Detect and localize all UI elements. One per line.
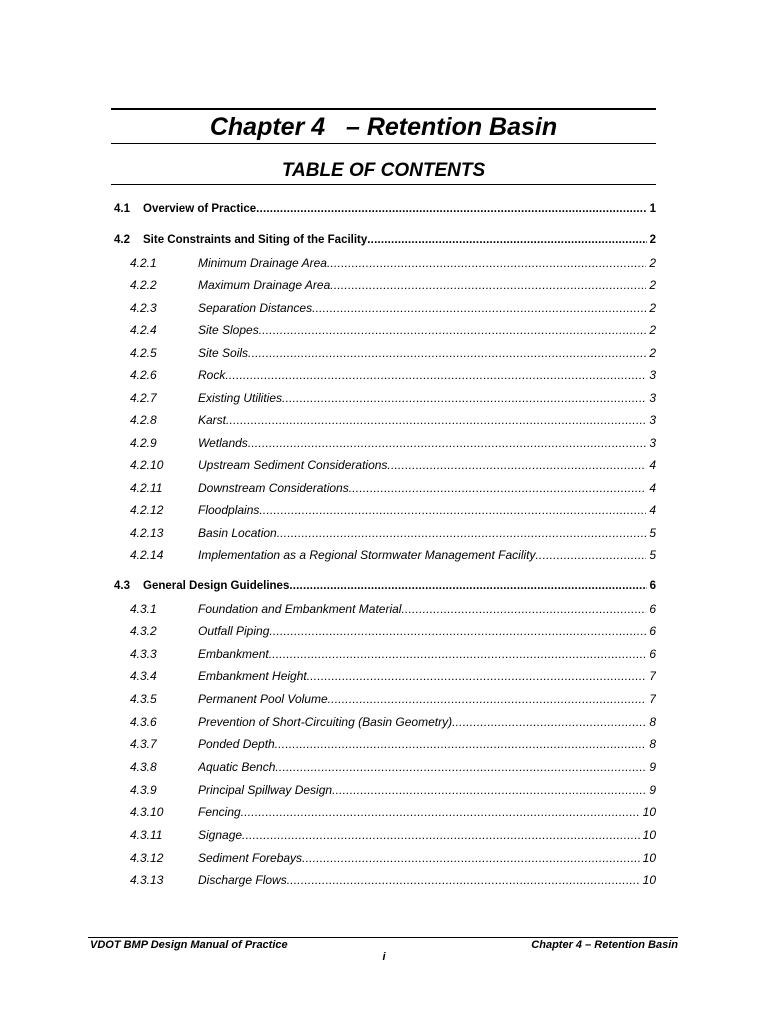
toc-entry-page: 2: [649, 323, 656, 337]
toc-entry-line: [198, 781, 656, 799]
toc-entry-page: 2: [649, 278, 656, 292]
footer-page-number: i: [382, 951, 386, 963]
toc-subsection-entry[interactable]: [0, 344, 768, 362]
toc-entry-page: 9: [649, 760, 656, 774]
toc-dot-leader: [307, 667, 647, 685]
toc-entry-number: 4.3.6: [130, 715, 157, 729]
toc-entry-number: 4.2.8: [130, 413, 157, 427]
toc-entry-label: Rock: [198, 368, 226, 382]
toc-entry-page: 2: [649, 301, 656, 315]
toc-entry-number: 4.3.8: [130, 760, 157, 774]
toc-entry-page: 3: [649, 413, 656, 427]
toc-entry-line: [198, 434, 656, 452]
toc-entry-label: Ponded Depth: [198, 737, 275, 751]
toc-entry-page: 2: [649, 346, 656, 360]
toc-entry-label: Discharge Flows: [198, 873, 287, 887]
toc-entry-line: [198, 254, 656, 272]
toc-entry-label: Prevention of Short-Circuiting (Basin Geometry): [198, 715, 453, 729]
toc-entry-line: [198, 321, 656, 339]
toc-entry-label: Site Slopes: [198, 323, 259, 337]
toc-dot-leader: [275, 758, 646, 776]
toc-entry-label: Upstream Sediment Considerations: [198, 458, 388, 472]
toc-entry-number: 4.1: [114, 203, 130, 215]
toc-entry-label: Foundation and Embankment Material: [198, 602, 402, 616]
toc-entry-number: 4.3.1: [130, 602, 157, 616]
toc-entry-number: 4.2: [114, 234, 130, 246]
toc-subsection-entry[interactable]: [0, 434, 768, 452]
toc-entry-page: 10: [642, 828, 656, 842]
toc-entry-page: 3: [649, 391, 656, 405]
toc-subsection-entry[interactable]: [0, 690, 768, 708]
toc-entry-number: 4.2.10: [130, 458, 164, 472]
toc-entry-number: 4.2.5: [130, 346, 157, 360]
toc-entry-line: [198, 600, 656, 618]
toc-subsection-entry[interactable]: [0, 276, 768, 294]
toc-subsection-entry[interactable]: [0, 667, 768, 685]
toc-entry-line: [198, 622, 656, 640]
footer-document-title: VDOT BMP Design Manual of Practice: [90, 939, 288, 951]
toc-subsection-entry[interactable]: [0, 803, 768, 821]
toc-dot-leader: [282, 389, 646, 407]
footer-chapter-title: Chapter 4 – Retention Basin: [531, 939, 678, 951]
toc-entry-line: [198, 713, 656, 731]
toc-subsection-entry[interactable]: [0, 758, 768, 776]
toc-dot-leader: [452, 713, 646, 731]
toc-subsection-entry[interactable]: [0, 849, 768, 867]
toc-subsection-entry[interactable]: [0, 622, 768, 640]
toc-entry-page: 6: [649, 624, 656, 638]
toc-entry-number: 4.3.9: [130, 783, 157, 797]
title-underline-rule: [111, 143, 656, 144]
toc-entry-page: 4: [649, 481, 656, 495]
toc-entry-line: [198, 826, 656, 844]
toc-entry-line: [198, 690, 656, 708]
toc-dot-leader: [256, 200, 646, 218]
toc-entry-page: 6: [649, 647, 656, 661]
toc-entry-label: Embankment: [198, 647, 269, 661]
toc-entry-line: [143, 577, 656, 595]
toc-entry-label: Principal Spillway Design: [198, 783, 333, 797]
toc-entry-label: Minimum Drainage Area: [198, 256, 327, 270]
toc-entry-line: [198, 524, 656, 542]
toc-subsection-entry[interactable]: [0, 501, 768, 519]
toc-dot-leader: [242, 826, 640, 844]
toc-entry-label: Maximum Drainage Area: [198, 278, 331, 292]
toc-entry-page: 6: [649, 602, 656, 616]
toc-entry-number: 4.3: [114, 580, 130, 592]
toc-subsection-entry[interactable]: [0, 871, 768, 889]
toc-section-entry[interactable]: [0, 200, 768, 218]
toc-entry-page: 6: [649, 580, 656, 592]
toc-entry-line: [198, 645, 656, 663]
toc-entry-label: Karst: [198, 413, 227, 427]
toc-entry-number: 4.3.5: [130, 692, 157, 706]
toc-dot-leader: [536, 546, 647, 564]
toc-entry-number: 4.3.7: [130, 737, 157, 751]
toc-subsection-entry[interactable]: [0, 254, 768, 272]
toc-subsection-entry[interactable]: [0, 411, 768, 429]
toc-entry-page: 10: [642, 805, 656, 819]
toc-entry-label: Embankment Height: [198, 669, 307, 683]
toc-dot-leader: [226, 411, 646, 429]
toc-entry-number: 4.2.7: [130, 391, 157, 405]
toc-entry-page: 5: [649, 526, 656, 540]
toc-title: TABLE OF CONTENTS: [281, 160, 486, 181]
toc-entry-line: [143, 231, 656, 249]
toc-dot-leader: [289, 577, 646, 595]
toc-subsection-entry[interactable]: [0, 600, 768, 618]
toc-entry-page: 10: [642, 851, 656, 865]
toc-entry-line: [143, 200, 656, 218]
toc-entry-label: Aquatic Bench: [198, 760, 276, 774]
toc-dot-leader: [259, 321, 647, 339]
toc-subsection-entry[interactable]: [0, 389, 768, 407]
toc-subsection-entry[interactable]: [0, 366, 768, 384]
toc-entry-label: Basin Location: [198, 526, 277, 540]
toc-entry-line: [198, 803, 656, 821]
toc-dot-leader: [287, 871, 640, 889]
toc-entry-line: [198, 735, 656, 753]
toc-entry-line: [198, 344, 656, 362]
toc-entry-number: 4.3.11: [130, 828, 163, 842]
toc-title-underline-rule: [111, 184, 656, 185]
toc-entry-label: Outfall Piping: [198, 624, 270, 638]
toc-entry-label: Existing Utilities: [198, 391, 283, 405]
toc-dot-leader: [401, 600, 646, 618]
toc-dot-leader: [367, 231, 646, 249]
toc-entry-label: Separation Distances: [198, 301, 313, 315]
toc-subsection-entry[interactable]: [0, 735, 768, 753]
toc-entry-page: 4: [649, 503, 656, 517]
chapter-title: Chapter 4 – Retention Basin: [209, 113, 558, 141]
toc-entry-number: 4.2.2: [130, 278, 157, 292]
toc-dot-leader: [327, 254, 646, 272]
toc-entry-page: 8: [649, 737, 656, 751]
toc-dot-leader: [349, 479, 647, 497]
toc-section-entry[interactable]: [0, 231, 768, 249]
toc-subsection-entry[interactable]: [0, 524, 768, 542]
toc-entry-number: 4.3.2: [130, 624, 157, 638]
toc-entry-line: [198, 389, 656, 407]
toc-dot-leader: [259, 501, 646, 519]
toc-entry-number: 4.3.12: [130, 851, 164, 865]
toc-dot-leader: [302, 849, 640, 867]
toc-entry-label: Sediment Forebays: [198, 851, 303, 865]
toc-entry-label: General Design Guidelines: [143, 580, 290, 592]
toc-section-entry[interactable]: [0, 577, 768, 595]
toc-entry-label: Fencing: [198, 805, 241, 819]
toc-entry-page: 1: [649, 203, 656, 215]
toc-subsection-entry[interactable]: [0, 546, 768, 564]
toc-entry-page: 9: [649, 783, 656, 797]
toc-dot-leader: [330, 276, 646, 294]
toc-dot-leader: [269, 645, 647, 663]
toc-entry-line: [198, 871, 656, 889]
toc-entry-page: 3: [649, 368, 656, 382]
toc-entry-label: Permanent Pool Volume: [198, 692, 328, 706]
toc-entry-label: Site Soils: [198, 346, 249, 360]
toc-subsection-entry[interactable]: [0, 645, 768, 663]
toc-entry-label: Site Constraints and Siting of the Facility: [143, 234, 368, 246]
toc-entry-number: 4.2.1: [130, 256, 157, 270]
toc-entry-line: [198, 299, 656, 317]
toc-entry-line: [198, 479, 656, 497]
toc-entry-line: [198, 758, 656, 776]
toc-entry-label: Wetlands: [198, 436, 248, 450]
toc-entry-line: [198, 456, 656, 474]
toc-entry-line: [198, 411, 656, 429]
toc-dot-leader: [248, 434, 647, 452]
toc-dot-leader: [312, 299, 646, 317]
toc-dot-leader: [332, 781, 646, 799]
toc-dot-leader: [277, 524, 647, 542]
toc-dot-leader: [269, 622, 646, 640]
toc-entry-label: Signage: [198, 828, 243, 842]
toc-entry-label: Implementation as a Regional Stormwater Management Facility: [198, 548, 536, 562]
toc-entry-line: [198, 546, 656, 564]
toc-entry-page: 3: [649, 436, 656, 450]
toc-dot-leader: [225, 366, 646, 384]
toc-dot-leader: [387, 456, 646, 474]
toc-subsection-entry[interactable]: [0, 321, 768, 339]
toc-entry-number: 4.2.14: [130, 548, 164, 562]
toc-entry-page: 7: [649, 692, 656, 706]
toc-entry-number: 4.2.13: [130, 526, 164, 540]
toc-entry-number: 4.2.9: [130, 436, 157, 450]
toc-entry-page: 4: [649, 458, 656, 472]
toc-entry-label: Floodplains: [198, 503, 260, 517]
toc-subsection-entry[interactable]: [0, 456, 768, 474]
toc-entry-line: [198, 849, 656, 867]
toc-entry-page: 8: [649, 715, 656, 729]
toc-dot-leader: [275, 735, 647, 753]
toc-entry-number: 4.3.10: [130, 805, 164, 819]
toc-entry-line: [198, 366, 656, 384]
toc-entry-label: Overview of Practice: [143, 203, 257, 215]
toc-entry-line: [198, 276, 656, 294]
toc-subsection-entry[interactable]: [0, 479, 768, 497]
toc-entry-number: 4.2.11: [130, 481, 163, 495]
toc-entry-label: Downstream Considerations: [198, 481, 349, 495]
toc-subsection-entry[interactable]: [0, 826, 768, 844]
toc-entry-number: 4.3.4: [130, 669, 157, 683]
toc-entry-number: 4.2.4: [130, 323, 157, 337]
toc-subsection-entry[interactable]: [0, 781, 768, 799]
toc-entry-number: 4.2.6: [130, 368, 157, 382]
toc-entry-page: 10: [642, 873, 656, 887]
toc-entry-number: 4.2.3: [130, 301, 157, 315]
toc-dot-leader: [248, 344, 646, 362]
toc-entry-page: 5: [649, 548, 656, 562]
toc-entry-line: [198, 501, 656, 519]
toc-dot-leader: [328, 690, 647, 708]
toc-entry-number: 4.2.12: [130, 503, 164, 517]
toc-entry-page: 7: [649, 669, 656, 683]
toc-entry-page: 2: [649, 234, 656, 246]
toc-entry-line: [198, 667, 656, 685]
toc-entry-page: 2: [649, 256, 656, 270]
toc-dot-leader: [241, 803, 640, 821]
toc-subsection-entry[interactable]: [0, 299, 768, 317]
toc-entry-number: 4.3.13: [130, 873, 164, 887]
toc-subsection-entry[interactable]: [0, 713, 768, 731]
toc-entry-number: 4.3.3: [130, 647, 157, 661]
